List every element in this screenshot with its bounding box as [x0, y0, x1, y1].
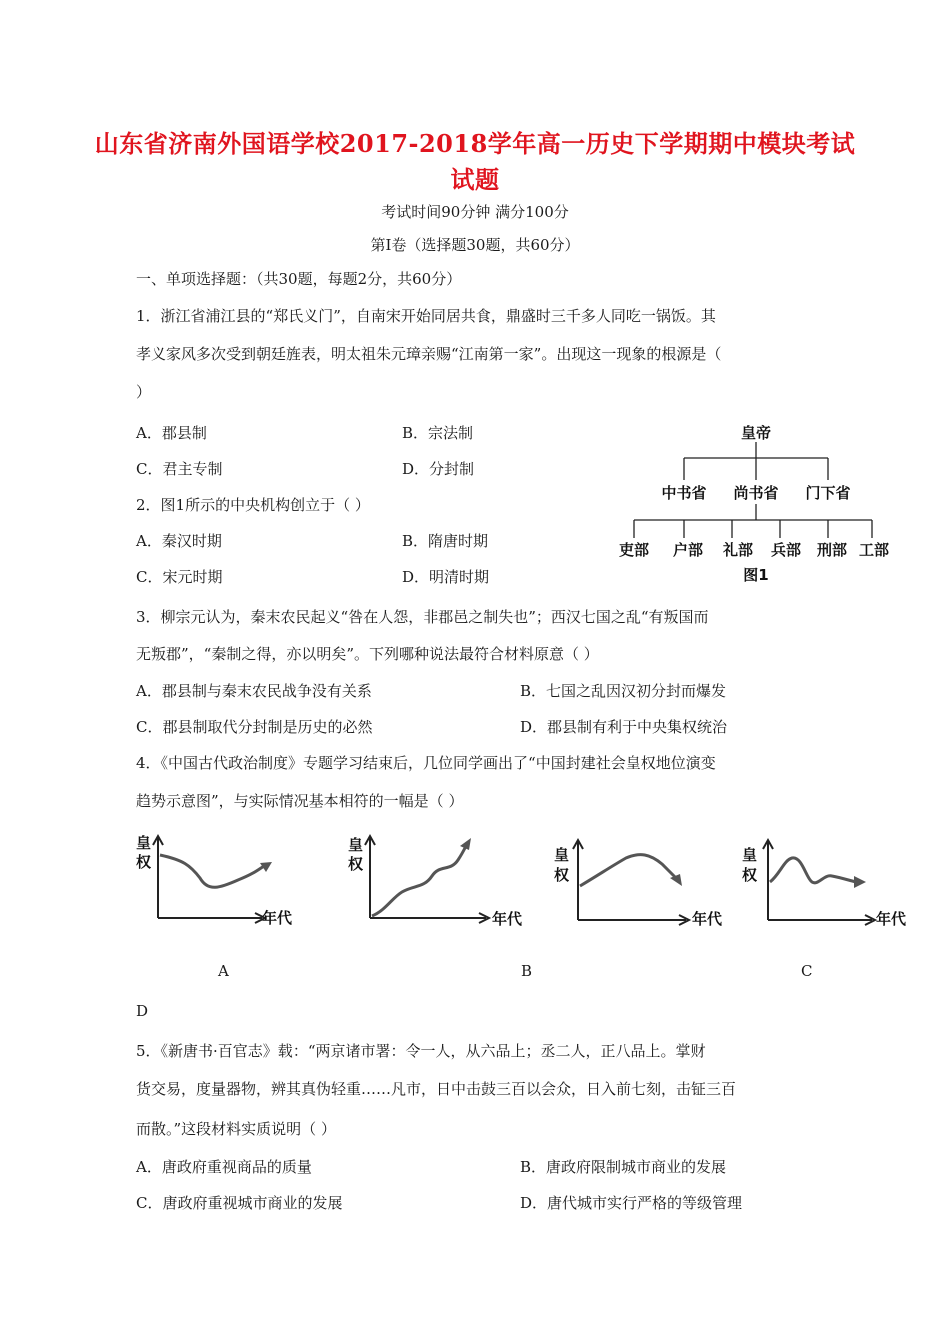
- page-title-continued: 试题: [450, 165, 500, 194]
- svg-text:皇: 皇: [742, 846, 758, 864]
- svg-text:权: 权: [348, 855, 364, 873]
- volume-info: 第Ⅰ卷（选择题30题，共60分）: [370, 236, 580, 254]
- q1-option-c: C．君主专制: [136, 460, 223, 478]
- q4-graph-b: [336, 830, 536, 930]
- figure1-caption: 图1: [743, 566, 769, 584]
- q5-option-b: B．唐政府限制城市商业的发展: [520, 1158, 727, 1176]
- q4-stem-line1: 4．《中国古代政治制度》专题学习结束后，几位同学画出了“中国封建社会皇权地位演变: [136, 754, 716, 772]
- q4-graph-c: [550, 830, 750, 930]
- q2-stem: 2．图1所示的中央机构创立于（ ）: [136, 496, 370, 514]
- q1-stem-line1: 1．浙江省浦江县的“郑氏义门”，自南宋开始同居共食，鼎盛时三千多人同吃一锅饭。其: [136, 307, 716, 325]
- q3-stem-line2: 无叛郡”，“秦制之得，亦以明矣”。下列哪种说法最符合材料原意（ ）: [136, 645, 599, 663]
- q4-graph-a: [128, 830, 328, 930]
- q2-option-d: D．明清时期: [402, 568, 490, 586]
- org-node-li-bu: 吏部: [618, 541, 650, 559]
- q3-option-d: D．郡县制有利于中央集权统治: [520, 718, 728, 736]
- q1-option-a: A．郡县制: [136, 424, 207, 442]
- q1-stem-line3: ）: [136, 383, 152, 401]
- q5-option-c: C．唐政府重视城市商业的发展: [136, 1194, 343, 1212]
- exam-info: 考试时间90分钟 满分100分: [381, 203, 569, 221]
- q4-label-c: C: [801, 962, 813, 980]
- q4-label-b: B: [521, 962, 533, 980]
- q5-stem-line1: 5．《新唐书·百官志》载：“两京诸市署：令一人，从六品上；丞二人，正八品上。掌财: [136, 1042, 706, 1060]
- svg-text:皇: 皇: [348, 836, 364, 854]
- q1-option-b: B．宗法制: [402, 424, 474, 442]
- org-node-li-bu-rites: 礼部: [722, 541, 754, 559]
- svg-text:年代: 年代: [692, 910, 723, 928]
- figure1-org-chart: [610, 418, 900, 588]
- svg-text:年代: 年代: [876, 910, 907, 928]
- q3-option-b: B．七国之乱因汉初分封而爆发: [520, 682, 727, 700]
- svg-text:权: 权: [136, 853, 152, 871]
- q1-stem-line2: 孝义家风多次受到朝廷旌表，明太祖朱元璋亲赐“江南第一家”。出现这一现象的根源是（: [136, 345, 722, 363]
- q1-option-d: D．分封制: [402, 460, 475, 478]
- org-node-emperor: 皇帝: [740, 424, 772, 442]
- org-node-xing-bu: 刑部: [816, 541, 848, 559]
- org-node-zhongshu: 中书省: [661, 484, 707, 502]
- q3-option-a: A．郡县制与秦末农民战争没有关系: [136, 682, 372, 700]
- page-title: 山东省济南外国语学校2017-2018学年高一历史下学期期中模块考试: [94, 129, 856, 158]
- svg-text:年代: 年代: [492, 910, 523, 928]
- q2-option-a: A．秦汉时期: [136, 532, 222, 550]
- q4-graph-d: [736, 830, 926, 930]
- q5-stem-line2: 货交易，度量器物，辨其真伪轻重……凡市，日中击鼓三百以会众，日入前七刻，击钲三百: [136, 1080, 737, 1098]
- q3-stem-line1: 3．柳宗元认为，秦末农民起义“咎在人怨，非郡邑之制失也”；西汉七国之乱“有叛国而: [136, 608, 709, 626]
- org-node-bing-bu: 兵部: [770, 541, 802, 559]
- q2-option-c: C．宋元时期: [136, 568, 223, 586]
- q4-label-a: A: [218, 962, 229, 980]
- q5-stem-line3: 而散。”这段材料实质说明（ ）: [136, 1120, 336, 1138]
- svg-text:年代: 年代: [262, 909, 293, 927]
- q4-label-d: D: [136, 1002, 149, 1020]
- q2-option-b: B．隋唐时期: [402, 532, 489, 550]
- org-node-hu-bu: 户部: [672, 541, 704, 559]
- q4-stem-line2: 趋势示意图”，与实际情况基本相符的一幅是（ ）: [136, 792, 464, 810]
- svg-text:皇: 皇: [554, 846, 570, 864]
- section-heading: 一、单项选择题：（共30题，每题2分，共60分）: [136, 270, 462, 288]
- q5-option-d: D．唐代城市实行严格的等级管理: [520, 1194, 743, 1212]
- svg-text:皇: 皇: [136, 834, 152, 852]
- org-node-gong-bu: 工部: [858, 541, 890, 559]
- q3-option-c: C．郡县制取代分封制是历史的必然: [136, 718, 373, 736]
- org-node-menxia: 门下省: [805, 484, 851, 502]
- org-node-shangshu: 尚书省: [733, 484, 779, 502]
- svg-text:权: 权: [742, 866, 758, 884]
- q5-option-a: A．唐政府重视商品的质量: [136, 1158, 312, 1176]
- svg-text:权: 权: [554, 866, 570, 884]
